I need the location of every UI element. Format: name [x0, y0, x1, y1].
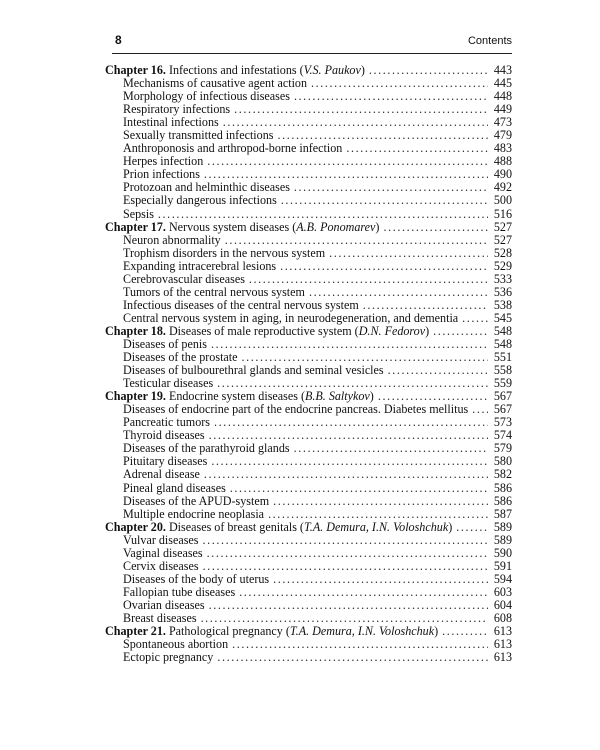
page-ref: 445 — [493, 76, 512, 91]
dot-leader — [203, 534, 488, 547]
toc-section-entry — [105, 651, 512, 664]
entry-title: Herpes infection — [123, 154, 204, 169]
toc-section-entry — [105, 247, 512, 260]
chapter-number: Chapter 16. — [105, 63, 166, 77]
page-ref: 516 — [493, 206, 512, 221]
page-ref: 443 — [493, 63, 512, 77]
chapter-title: Infections and infestations ( — [168, 63, 304, 77]
page-ref: 586 — [493, 480, 512, 495]
toc-section-entry — [105, 573, 512, 586]
dot-leader — [203, 560, 488, 573]
page-ref: 490 — [493, 167, 512, 182]
page-ref: 479 — [493, 128, 512, 143]
page-ref: 574 — [493, 428, 512, 443]
chapter-author: T.A. Demura, I.N. Voloshchuk — [303, 519, 449, 534]
dot-leader — [294, 442, 488, 455]
entry-title: Breast diseases — [123, 610, 197, 625]
entry-title: Sepsis — [123, 206, 154, 221]
chapter-title-suffix: ) — [448, 519, 453, 534]
dot-leader — [209, 599, 488, 612]
chapter-author: V.S. Paukov — [303, 63, 361, 77]
page-ref: 488 — [493, 154, 512, 169]
entry-title: Thyroid diseases — [123, 428, 205, 443]
toc-chapter-entry — [105, 521, 512, 534]
chapter-author: D.N. Fedorov — [358, 323, 426, 338]
header-rule — [112, 53, 512, 54]
entry-title: Central nervous system in aging, in neurodegeneration, and dementia — [123, 310, 459, 325]
toc-chapter-entry — [105, 221, 512, 234]
entry-title: Diseases of the parathyroid glands — [123, 441, 290, 456]
toc-section-entry — [105, 547, 512, 560]
page-ref: 545 — [493, 310, 512, 325]
toc-section-entry — [105, 299, 512, 312]
chapter-title-suffix: ) — [360, 63, 365, 77]
page-ref: 582 — [493, 467, 512, 482]
page-ref: 604 — [493, 597, 512, 612]
page-ref: 548 — [493, 336, 512, 351]
dot-leader — [346, 142, 488, 155]
chapter-title-suffix: ) — [425, 323, 430, 338]
entry-title: Pituitary diseases — [123, 454, 208, 469]
dot-leader — [309, 286, 488, 299]
entry-title: Cervix diseases — [123, 558, 199, 573]
entry-title: Diseases of the APUD-system — [123, 493, 270, 508]
chapter-author: B.B. Saltykov — [304, 389, 370, 404]
dot-leader — [211, 455, 488, 468]
entry-title: Neuron abnormality — [123, 232, 221, 247]
toc-section-entry — [105, 482, 512, 495]
page-ref: 449 — [493, 102, 512, 117]
entry-title: Testicular diseases — [123, 376, 214, 391]
page-ref: 527 — [493, 219, 512, 234]
dot-leader — [273, 573, 488, 586]
toc-section-entry — [105, 560, 512, 573]
chapter-author: T.A. Demura, I.N. Voloshchuk — [289, 624, 435, 639]
page-ref: 536 — [493, 284, 512, 299]
page-ref: 538 — [493, 297, 512, 312]
dot-leader — [456, 521, 488, 534]
dot-leader — [204, 468, 488, 481]
chapter-title: Diseases of male reproductive system ( — [168, 323, 359, 338]
chapter-author: A.B. Ponomarev — [296, 219, 376, 234]
entry-title: Morphology of infectious diseases — [123, 89, 290, 104]
page-ref: 529 — [493, 258, 512, 273]
page-ref: 528 — [493, 245, 512, 260]
dot-leader — [294, 181, 488, 194]
dot-leader — [232, 638, 488, 651]
chapter-number: Chapter 18. — [105, 323, 166, 338]
page-ref: 586 — [493, 493, 512, 508]
toc-section-entry — [105, 468, 512, 481]
entry-title: Multiple endocrine neoplasia — [123, 506, 265, 521]
chapter-title: Pathological pregnancy ( — [168, 624, 290, 639]
dot-leader — [217, 651, 488, 664]
dot-leader — [369, 64, 488, 77]
dot-leader — [207, 547, 488, 560]
page-ref: 594 — [493, 571, 512, 586]
entry-title: Respiratory infections — [123, 102, 231, 117]
toc-section-entry — [105, 234, 512, 247]
dot-leader — [388, 364, 488, 377]
page-number: 8 — [115, 33, 122, 47]
dot-leader — [280, 260, 488, 273]
entry-title: Diseases of the prostate — [123, 350, 238, 365]
page-ref: 548 — [493, 323, 512, 338]
toc-section-entry — [105, 260, 512, 273]
entry-title: Spontaneous abortion — [123, 637, 229, 652]
page-ref: 590 — [493, 545, 512, 560]
chapter-title-suffix: ) — [369, 389, 374, 404]
page-ref: 500 — [493, 193, 512, 208]
entry-title: Ectopic pregnancy — [123, 650, 214, 665]
toc-section-entry — [105, 273, 512, 286]
page-ref: 567 — [493, 402, 512, 417]
chapter-number: Chapter 20. — [105, 519, 166, 534]
page-ref: 613 — [493, 637, 512, 652]
page-ref: 613 — [493, 624, 512, 639]
dot-leader — [383, 221, 488, 234]
entry-title: Fallopian tube diseases — [123, 584, 236, 599]
toc-section-entry — [105, 586, 512, 599]
entry-title: Vaginal diseases — [123, 545, 203, 560]
toc-section-entry — [105, 286, 512, 299]
dot-leader — [230, 482, 488, 495]
running-title: Contents — [467, 35, 512, 47]
entry-title: Adrenal disease — [123, 467, 200, 482]
entry-title: Trophism disorders in the nervous system — [123, 245, 326, 260]
entry-title: Expanding intracerebral lesions — [123, 258, 277, 273]
entry-title: Pancreatic tumors — [123, 415, 210, 430]
page-ref: 533 — [493, 271, 512, 286]
page-ref: 551 — [493, 350, 512, 365]
dot-leader — [311, 77, 488, 90]
dot-leader — [239, 586, 488, 599]
entry-title: Infectious diseases of the central nervous system — [123, 297, 359, 312]
chapter-number: Chapter 17. — [105, 219, 166, 234]
toc-section-entry — [105, 599, 512, 612]
page-ref: 603 — [493, 584, 512, 599]
page-ref: 559 — [493, 376, 512, 391]
page-ref: 589 — [493, 532, 512, 547]
entry-title: Anthroponosis and arthropod-borne infection — [123, 141, 343, 156]
entry-title — [105, 221, 379, 234]
chapter-number: Chapter 21. — [105, 624, 166, 639]
chapter-number: Chapter 19. — [105, 389, 166, 404]
entry-title: Mechanisms of causative agent action — [123, 76, 308, 91]
entry-title: Pineal gland diseases — [123, 480, 226, 495]
dot-leader — [472, 403, 488, 416]
chapter-title: Diseases of breast genitals ( — [168, 519, 304, 534]
toc-section-entry — [105, 534, 512, 547]
chapter-title: Nervous system diseases ( — [168, 219, 297, 234]
toc-section-entry — [105, 194, 512, 207]
entry-title: Ovarian diseases — [123, 597, 205, 612]
dot-leader — [433, 325, 488, 338]
page-ref: 483 — [493, 141, 512, 156]
entry-title: Prion infections — [123, 167, 200, 182]
entry-title: Tumors of the central nervous system — [123, 284, 305, 299]
page-ref: 473 — [493, 115, 512, 130]
dot-leader — [249, 273, 488, 286]
entry-title: Diseases of endocrine part of the endocrine pancreas. Diabetes mellitus — [123, 402, 469, 417]
page-ref: 558 — [493, 363, 512, 378]
page-ref: 587 — [493, 506, 512, 521]
page-ref: 608 — [493, 610, 512, 625]
page-ref: 527 — [493, 232, 512, 247]
entry-title — [105, 521, 452, 534]
toc-section-entry — [105, 495, 512, 508]
entry-title: Vulvar diseases — [123, 532, 199, 547]
entry-title: Diseases of the body of uterus — [123, 571, 270, 586]
page-ref: 492 — [493, 180, 512, 195]
entry-title: Intestinal infections — [123, 115, 219, 130]
dot-leader — [234, 103, 488, 116]
entry-title: Especially dangerous infections — [123, 193, 277, 208]
page-ref: 579 — [493, 441, 512, 456]
dot-leader — [207, 155, 488, 168]
dot-leader — [442, 625, 488, 638]
page-ref: 448 — [493, 89, 512, 104]
chapter-title: Endocrine system diseases ( — [168, 389, 305, 404]
dot-leader — [294, 90, 488, 103]
dot-leader — [225, 234, 488, 247]
entry-title: Protozoan and helminthic diseases — [123, 180, 290, 195]
dot-leader — [211, 338, 488, 351]
table-of-contents — [105, 64, 512, 664]
page-ref: 580 — [493, 454, 512, 469]
dot-leader — [329, 247, 488, 260]
chapter-title-suffix: ) — [434, 624, 439, 639]
entry-title: Diseases of bulbourethral glands and seminal vesicles — [123, 363, 384, 378]
entry-title: Cerebrovascular diseases — [123, 271, 245, 286]
entry-title: Sexually transmitted infections — [123, 128, 274, 143]
dot-leader — [363, 299, 488, 312]
page-ref: 567 — [493, 389, 512, 404]
chapter-title-suffix: ) — [375, 219, 380, 234]
entry-title: Diseases of penis — [123, 336, 207, 351]
dot-leader — [214, 416, 488, 429]
page-ref: 591 — [493, 558, 512, 573]
dot-leader — [462, 312, 488, 325]
page-ref: 573 — [493, 415, 512, 430]
page-ref: 589 — [493, 519, 512, 534]
dot-leader — [273, 495, 488, 508]
dot-leader — [281, 194, 488, 207]
page-ref: 613 — [493, 650, 512, 665]
